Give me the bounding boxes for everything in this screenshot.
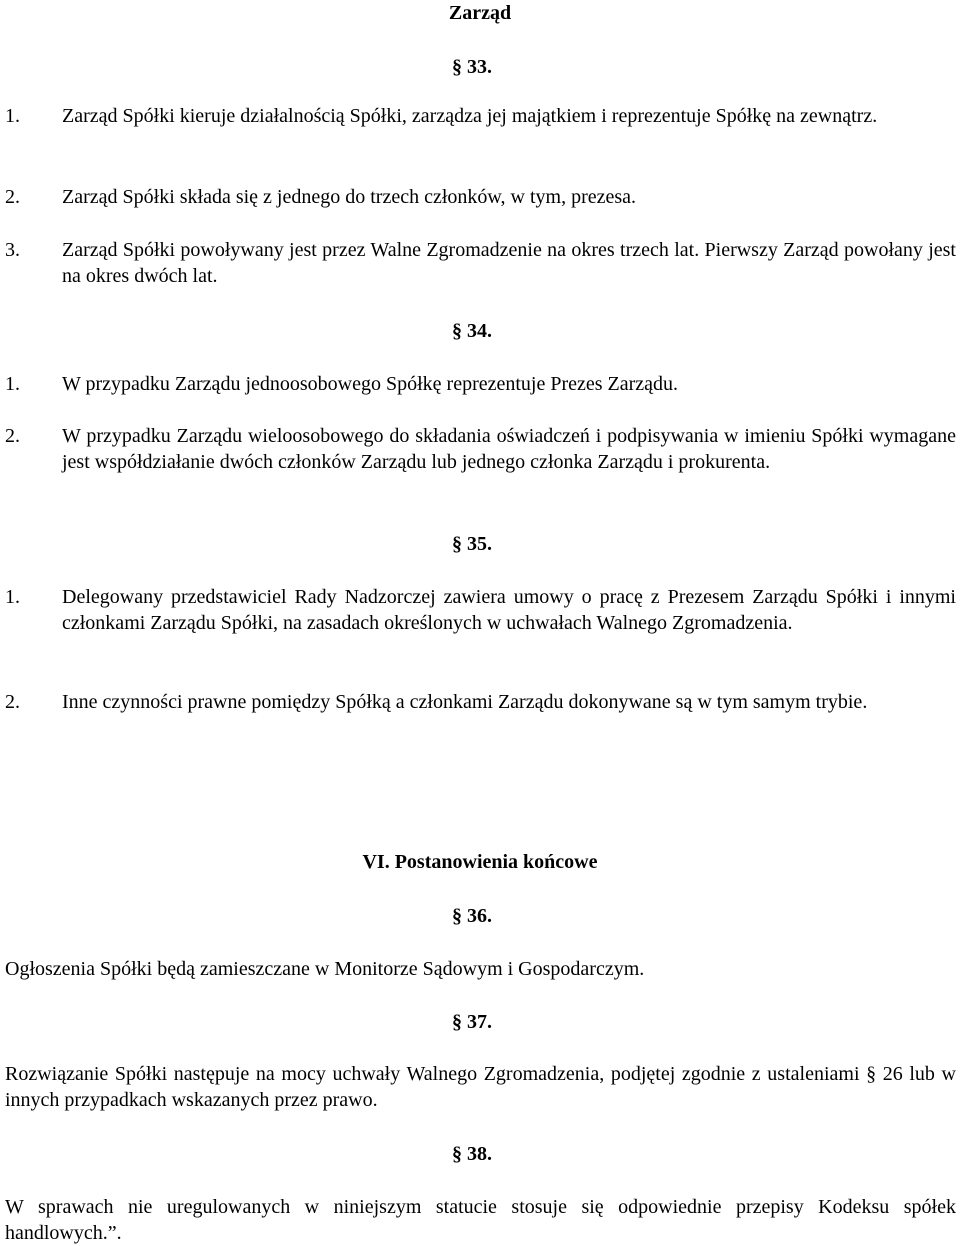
list-item bbox=[5, 689, 956, 715]
item-number: 3. bbox=[5, 239, 20, 261]
section-heading-zarzad: Zarząd bbox=[448, 2, 512, 24]
paragraph-36-label: § 36. bbox=[452, 905, 492, 927]
item-text: Delegowany przedstawiciel Rady Nadzorczej zawiera umowy o pracę z Prezesem Zarządu Spółki i innymi członkami Zarządu Spółki, na zasadach określonych w uchwałach Walnego Zgromadzenia. bbox=[62, 586, 956, 634]
paragraph-33-label: § 33. bbox=[452, 56, 492, 78]
item-number: 2. bbox=[5, 186, 20, 208]
list-item bbox=[5, 423, 956, 475]
paragraph-38-label: § 38. bbox=[452, 1143, 492, 1165]
paragraph-38-text: W sprawach nie uregulowanych w niniejszym statucie stosuje się odpowiednie przepisy Kodeksu spółek handlowych.”. bbox=[5, 1196, 956, 1244]
item-number: 1. bbox=[5, 586, 20, 608]
item-text: Inne czynności prawne pomiędzy Spółką a członkami Zarządu dokonywane są w tym samym trybie. bbox=[62, 691, 868, 713]
list-item bbox=[5, 237, 956, 289]
paragraph-34-label: § 34. bbox=[452, 320, 492, 342]
item-text: W przypadku Zarządu jednoosobowego Spółkę reprezentuje Prezes Zarządu. bbox=[62, 373, 679, 395]
item-text: W przypadku Zarządu wieloosobowego do składania oświadczeń i podpisywania w imieniu Spółki wymagane jest współdziałanie dwóch członków Zarządu lub jednego członka Zarządu i prokurenta. bbox=[62, 425, 956, 473]
item-number: 2. bbox=[5, 691, 20, 713]
list-item bbox=[5, 103, 956, 129]
paragraph-36-text: Ogłoszenia Spółki będą zamieszczane w Monitorze Sądowym i Gospodarczym. bbox=[5, 958, 645, 980]
item-text: Zarząd Spółki powoływany jest przez Walne Zgromadzenie na okres trzech lat. Pierwszy Zarząd powołany jest na okres dwóch lat. bbox=[62, 239, 956, 287]
item-number: 2. bbox=[5, 425, 20, 447]
paragraph-35-label: § 35. bbox=[452, 533, 492, 555]
section-heading-postanowienia: VI. Postanowienia końcowe bbox=[362, 851, 598, 873]
list-item bbox=[5, 584, 956, 636]
item-text: Zarząd Spółki kieruje działalnością Spółki, zarządza jej majątkiem i reprezentuje Spółkę na zewnątrz. bbox=[62, 105, 878, 127]
item-number: 1. bbox=[5, 105, 20, 127]
list-item bbox=[5, 371, 956, 397]
paragraph-37-label: § 37. bbox=[452, 1011, 492, 1033]
item-number: 1. bbox=[5, 373, 20, 395]
paragraph-37-text: Rozwiązanie Spółki następuje na mocy uchwały Walnego Zgromadzenia, podjętej zgodnie z ustaleniami § 26 lub w innych przypadkach wskazanych przez prawo. bbox=[5, 1063, 956, 1111]
item-text: Zarząd Spółki składa się z jednego do trzech członków, w tym, prezesa. bbox=[62, 186, 637, 208]
list-item bbox=[5, 184, 956, 210]
